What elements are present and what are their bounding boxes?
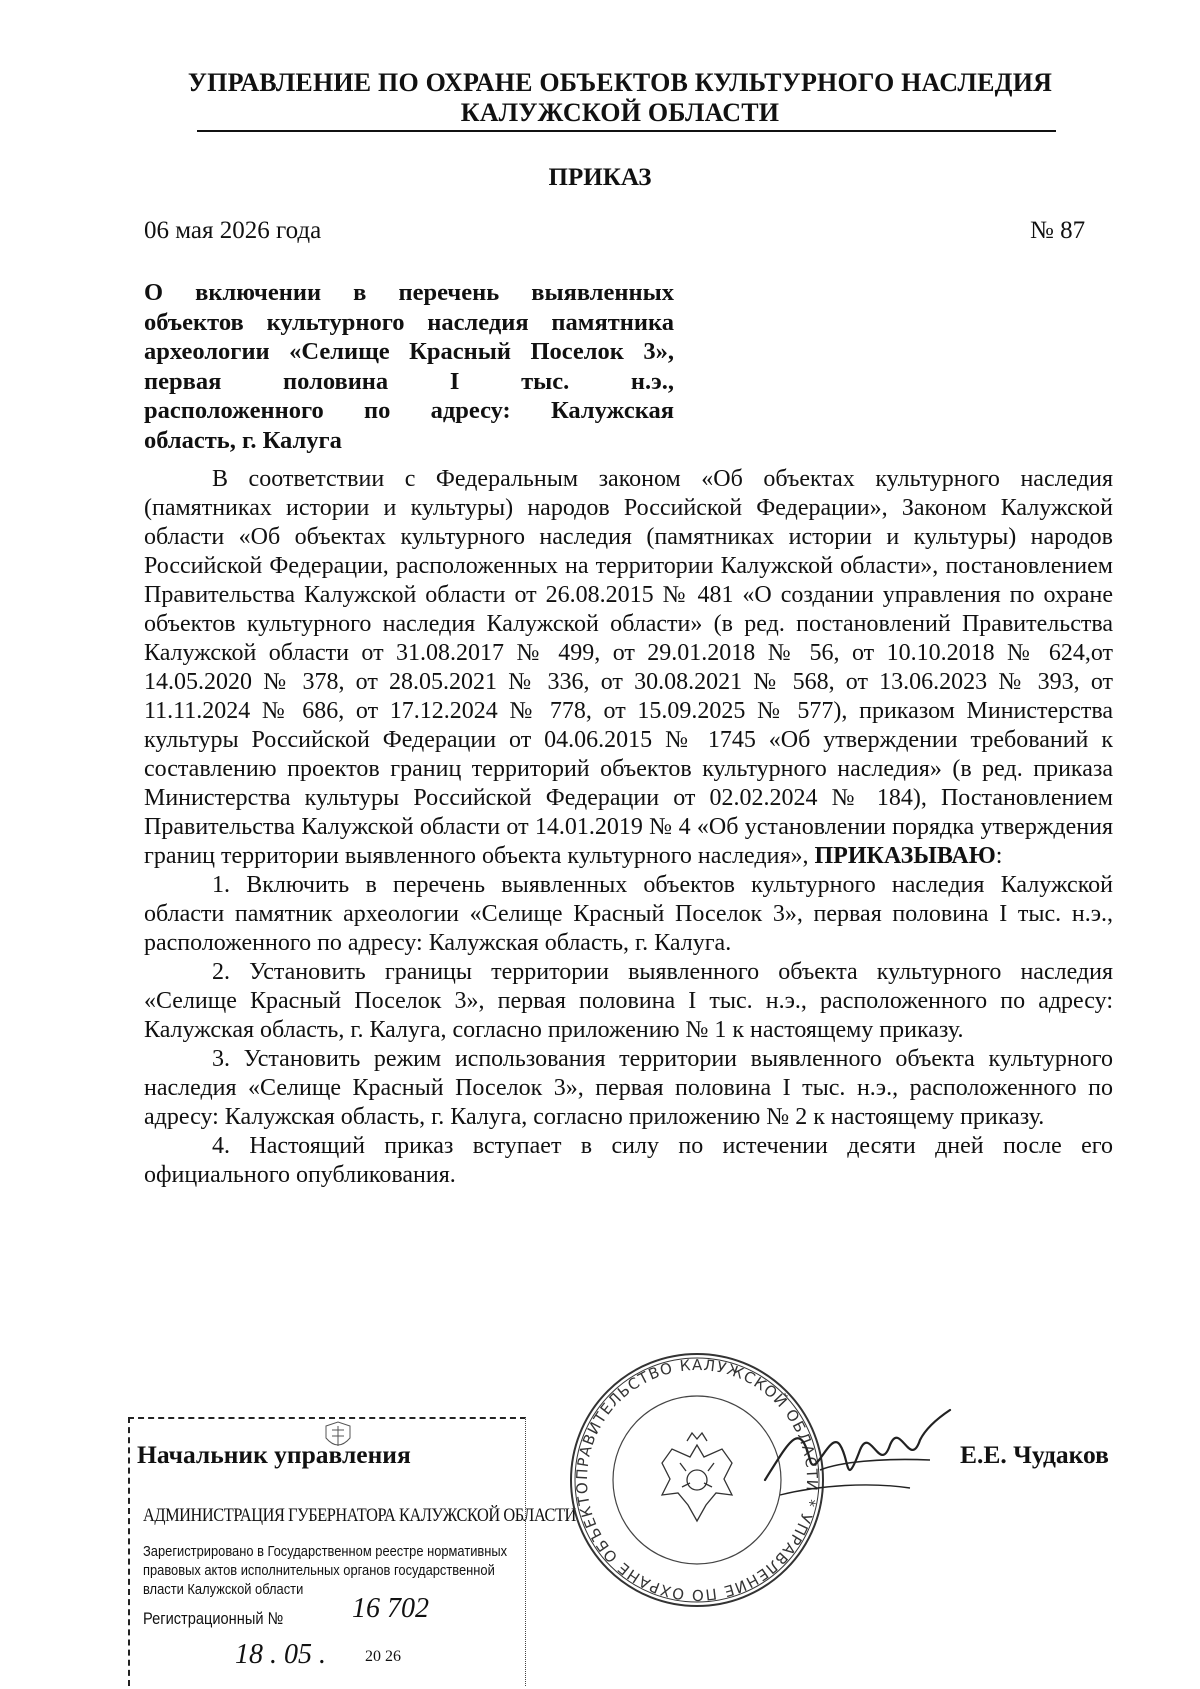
subject-block	[144, 278, 674, 455]
order-item-1: 1. Включить в перечень выявленных объектов культурного наследия Калужской области памятник археологии «Селище Красный Поселок 3», первая половина I тыс. н.э., расположенного по адресу: Калужская область, г. Калуга.	[144, 872, 1113, 956]
registration-year: 20 26	[365, 1648, 401, 1665]
document-number: № 87	[1030, 217, 1086, 244]
subject-line: объектов культурного наследия памятника	[144, 308, 674, 336]
registration-number-label: Регистрационный №	[143, 1609, 284, 1628]
preamble-paragraph	[144, 465, 1113, 871]
header-line-2: КАЛУЖСКОЙ ОБЛАСТИ	[460, 98, 780, 127]
order-item-4: 4. Настоящий приказ вступает в силу по истечении десяти дней после его официального опубликования.	[144, 1133, 1113, 1188]
registration-header: АДМИНИСТРАЦИЯ ГУБЕРНАТОРА КАЛУЖСКОЙ ОБЛАСТИ	[143, 1505, 576, 1526]
handwritten-signature	[760, 1400, 960, 1515]
subject-line: археологии «Селище Красный Поселок 3»,	[144, 338, 674, 365]
registration-number: 16 702	[352, 1593, 429, 1624]
signatory-name: Е.Е. Чудаков	[960, 1440, 1109, 1469]
order-item-2: 2. Установить границы территории выявленного объекта культурного наследия «Селище Красный Поселок 3», первая половина I тыс. н.э., расположенного по адресу: Калужская область, г. Калуга, согласно приложению № 1 к настоящему приказу.	[144, 959, 1113, 1043]
order-word: ПРИКАЗЫВАЮ	[814, 843, 996, 869]
subject-line: область, г. Калуга	[144, 426, 342, 454]
signatory-position: Начальник управления	[137, 1440, 411, 1469]
registration-text: Зарегистрировано в Государственном реестре нормативных правовых актов исполнительных органов государственной власти Калужской области	[143, 1543, 508, 1598]
preamble-colon: :	[995, 843, 1003, 869]
subject-line: О включении в перечень выявленных	[144, 279, 674, 306]
registration-date: 18 . 05 .	[235, 1639, 326, 1670]
subject-line: первая половина I тыс. н.э.,	[144, 367, 674, 395]
header-underline	[197, 130, 1056, 132]
seal-text: ПРАВИТЕЛЬСТВО КАЛУЖСКОЙ ОБЛАСТИ * УПРАВЛЕНИЕ ПО ОХРАНЕ ОБЪЕКТО	[572, 1355, 822, 1605]
eagle-icon	[662, 1433, 732, 1521]
document-title: ПРИКАЗ	[548, 164, 652, 191]
preamble-text: В соответствии с Федеральным законом «Об объектах культурного наследия (памятниках истории и культуры) народов Российской Федерации», Законом Калужской области «Об объектах культурного наследия (памятниках истории и культуры) народов Российской Федерации, расположенных на территории Калужской области», постановлением Правительства Калужской области от 26.08.2015 № 481 «О создании управления по охране объектов культурного наследия Калужской области» (в ред. постановлений Правительства Калужской области от 31.08.2017 № 499, от 29.01.2018 № 56, от 10.10.2018 № 624,от 14.05.2020 № 378, от 28.05.2021 № 336, от 30.08.2021 № 568, от 13.06.2023 № 393, от 11.11.2024 № 686, от 17.12.2024 № 778, от 15.09.2025 № 577), приказом Министерства культуры Российской Федерации от 04.06.2015 № 1745 «Об утверждении требований к составлению проектов границ территорий объектов культурного наследия» (в ред. приказа Министерства культуры Российской Федерации от 02.02.2024 № 184), Постановлением Правительства Калужской области от 14.01.2019 № 4 «Об установлении порядка утверждения границ территории выявленного объекта культурного наследия»,	[144, 466, 1113, 869]
subject-line: расположенного по адресу: Калужская	[144, 397, 674, 424]
order-item-3: 3. Установить режим использования территории выявленного объекта культурного наследия «Селище Красный Поселок 3», первая половина I тыс. н.э., расположенного по адресу: Калужская область, г. Калуга, согласно приложению № 2 к настоящему приказу.	[144, 1046, 1113, 1130]
header-line-1: УПРАВЛЕНИЕ ПО ОХРАНЕ ОБЪЕКТОВ КУЛЬТУРНОГО НАСЛЕДИЯ	[187, 68, 1053, 97]
document-date: 06 мая 2026 года	[144, 217, 322, 244]
document-body	[144, 465, 1113, 1190]
